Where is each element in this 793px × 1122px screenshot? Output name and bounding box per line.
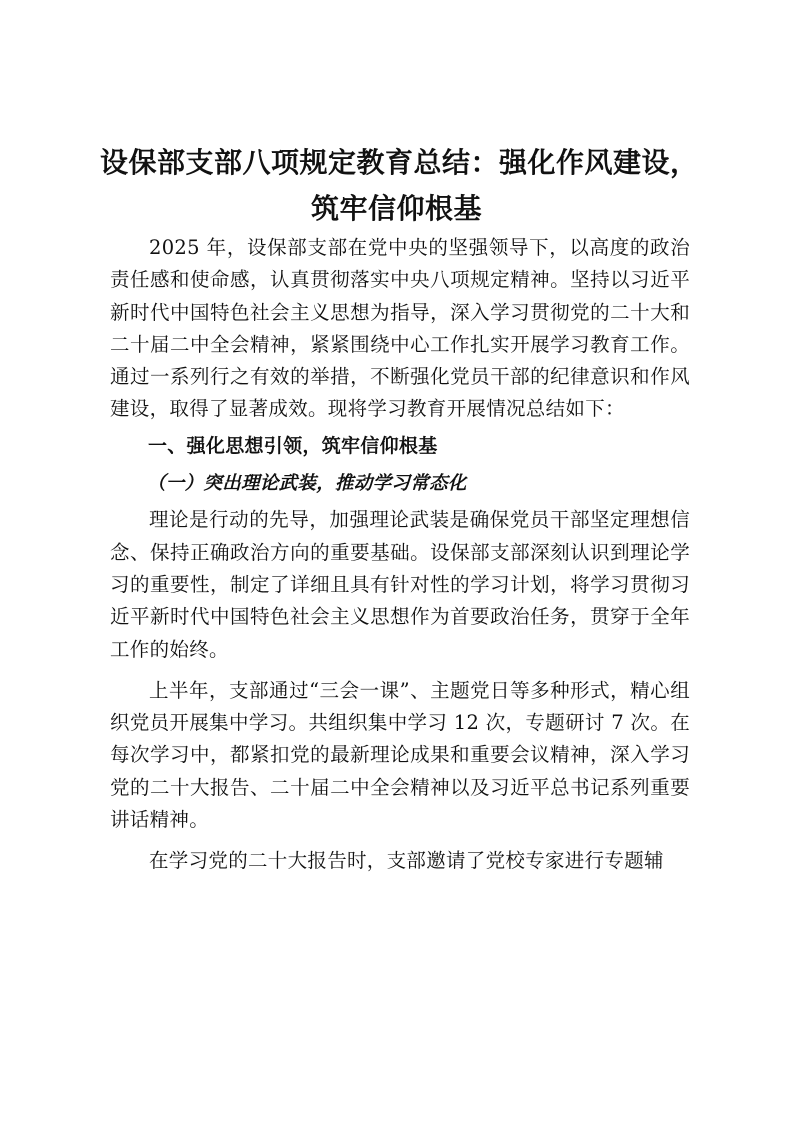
document-body (110, 232, 690, 878)
body-paragraph-2: 上半年，支部通过“三会一课”、主题党日等多种形式，精心组织党员开展集中学习。共组织集中学习 12 次，专题研讨 7 次。在每次学习中，都紧扣党的最新理论成果和重要会议精神，深入学习党的二十大报告、二十届二中全会精神以及习近平总书记系列重要讲话精神。 (110, 678, 690, 832)
intro-paragraph: 2025 年，设保部支部在党中央的坚强领导下，以高度的政治责任感和使命感，认真贯彻落实中央八项规定精神。坚持以习近平新时代中国特色社会主义思想为指导，深入学习贯彻党的二十大和二十届二中全会精神，紧紧围绕中心工作扎实开展学习教育工作。通过一系列行之有效的举措，不断强化党员干部的纪律意识和作风建设，取得了显著成效。现将学习教育开展情况总结如下： (110, 236, 690, 421)
title-line-1: 设保部支部八项规定教育总结：强化作风建设， (100, 146, 699, 179)
title-line-2: 筑牢信仰根基 (310, 192, 482, 225)
document-title (100, 140, 699, 232)
section-heading: 一、强化思想引领，筑牢信仰根基 (148, 434, 438, 457)
body-paragraph-1: 理论是行动的先导，加强理论武装是确保党员干部坚定理想信念、保持正确政治方向的重要基础。设保部支部深刻认识到理论学习的重要性，制定了详细且具有针对性的学习计划，将学习贯彻习近平新时代中国特色社会主义思想作为首要政治任务，贯穿于全年工作的始终。 (110, 508, 690, 661)
subsection-heading: （一）突出理论武装，推动学习常态化 (147, 473, 467, 495)
body-paragraph-3: 在学习党的二十大报告时，支部邀请了党校专家进行专题辅 (149, 849, 664, 873)
